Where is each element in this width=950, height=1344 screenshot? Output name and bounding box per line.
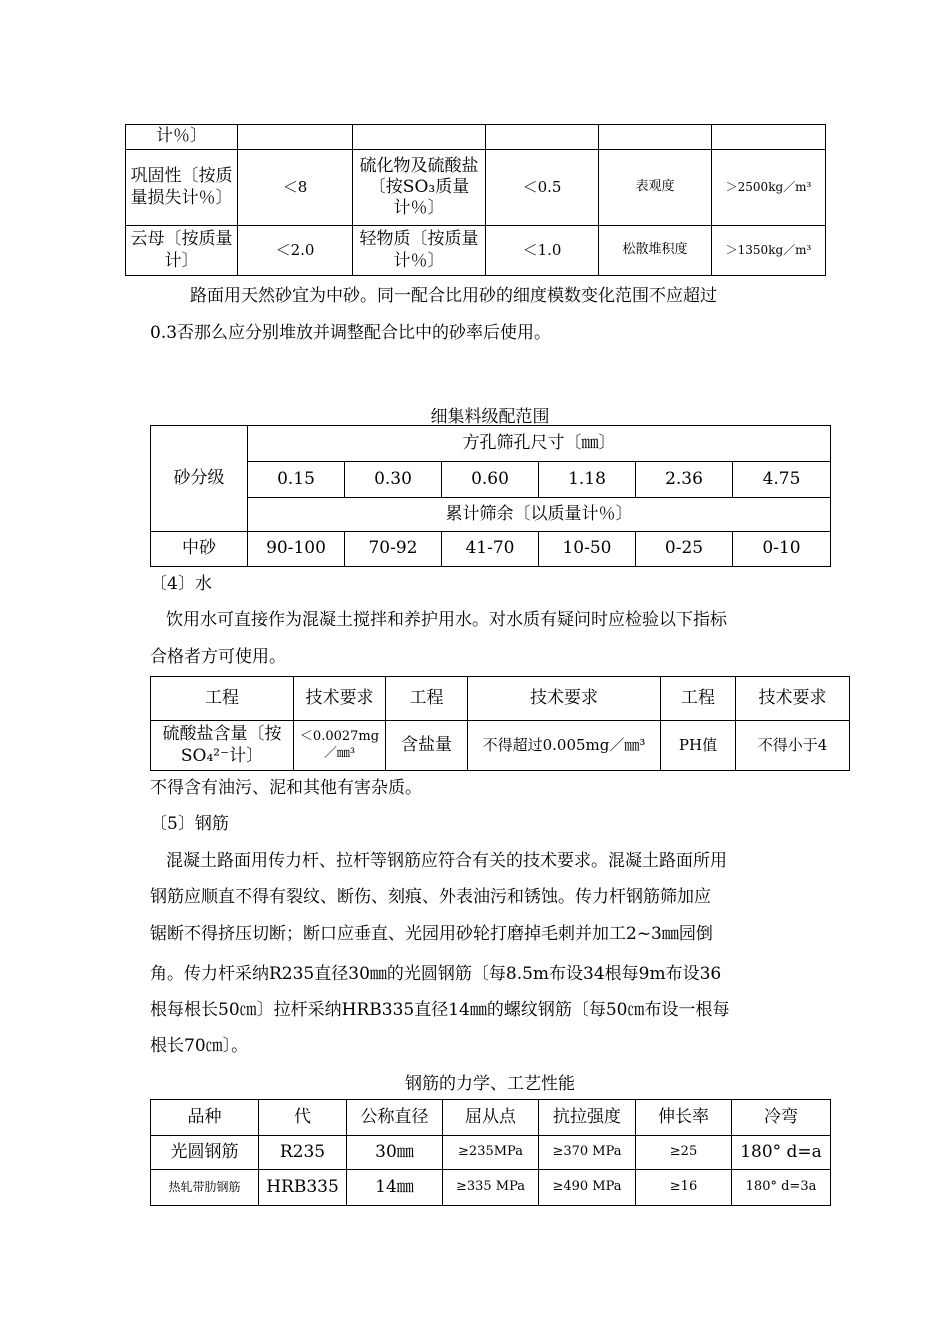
table-cell: ≥490 MPa bbox=[539, 1170, 636, 1206]
table-cell: 硫化物及硫酸盐〔按SO₃质量计％〕 bbox=[353, 150, 486, 226]
table-cell: 巩固性〔按质量损失计％〕 bbox=[126, 150, 238, 226]
table-row bbox=[151, 426, 831, 462]
header-cell: 品种 bbox=[151, 1100, 259, 1136]
table-cell: 松散堆积度 bbox=[599, 226, 712, 276]
table-cell bbox=[238, 125, 353, 150]
table-row bbox=[151, 1100, 831, 1136]
sieve-size-cell: 0.60 bbox=[442, 462, 539, 498]
header-cell: 技术要求 bbox=[468, 677, 661, 721]
sieve-size-cell: 0.30 bbox=[345, 462, 442, 498]
table-cell bbox=[353, 125, 486, 150]
paragraph-line: 0.3否那么应分别堆放并调整配合比中的砂率后使用。 bbox=[150, 323, 552, 343]
sieve-header-cell: 方孔筛孔尺寸〔㎜〕 bbox=[248, 426, 831, 462]
table-cell: 热轧带肋钢筋 bbox=[151, 1170, 259, 1206]
paragraph-line: 根长70㎝〕。 bbox=[150, 1036, 249, 1056]
paragraph-line: 路面用天然砂宜为中砂。同一配合比用砂的细度模数变化范围不应超过 bbox=[190, 286, 717, 306]
header-cell: 抗拉强度 bbox=[539, 1100, 636, 1136]
table-cell: 计％〕 bbox=[126, 125, 238, 150]
value-cell: 41-70 bbox=[442, 532, 539, 567]
table-cell: HRB335 bbox=[259, 1170, 347, 1206]
header-cell: 工程 bbox=[661, 677, 736, 721]
value-cell: 0-10 bbox=[733, 532, 831, 567]
table-cell: 14㎜ bbox=[347, 1170, 443, 1206]
table-cell: ≥25 bbox=[636, 1136, 732, 1170]
table-cell: ＜8 bbox=[238, 150, 353, 226]
table-cell: ＞1350kg／m³ bbox=[712, 226, 826, 276]
sieve-size-cell: 1.18 bbox=[539, 462, 636, 498]
header-cell: 冷弯 bbox=[732, 1100, 831, 1136]
paragraph-line: 合格者方可使用。 bbox=[150, 647, 286, 667]
table-row bbox=[151, 532, 831, 567]
paragraph-line: 饮用水可直接作为混凝土搅拌和养护用水。对水质有疑问时应检验以下指标 bbox=[166, 610, 727, 630]
section-heading: 〔5〕钢筋 bbox=[150, 814, 229, 834]
table-cell: ＜2.0 bbox=[238, 226, 353, 276]
table-cell: 云母〔按质量计〕 bbox=[126, 226, 238, 276]
table-caption: 细集料级配范围 bbox=[430, 407, 550, 427]
table-cell: 30㎜ bbox=[347, 1136, 443, 1170]
table-cell: ≥370 MPa bbox=[539, 1136, 636, 1170]
table-cell: ＜1.0 bbox=[486, 226, 599, 276]
value-cell: 70-92 bbox=[345, 532, 442, 567]
paragraph-line: 角。传力杆采纳R235直径30㎜的光圆钢筋〔每8.5m布设34根每9m布设36 bbox=[150, 964, 722, 984]
header-cell: 工程 bbox=[151, 677, 294, 721]
table-row bbox=[151, 498, 831, 532]
table-cell: R235 bbox=[259, 1136, 347, 1170]
header-cell: 屈从点 bbox=[443, 1100, 539, 1136]
cumulative-header-cell: 累计筛余〔以质量计％〕 bbox=[248, 498, 831, 532]
header-cell: 技术要求 bbox=[736, 677, 850, 721]
table-row bbox=[151, 721, 850, 771]
table-row bbox=[126, 125, 826, 150]
header-cell: 伸长率 bbox=[636, 1100, 732, 1136]
table-cell bbox=[712, 125, 826, 150]
table-cell: 不得超过0.005mg／㎜³ bbox=[468, 721, 661, 771]
paragraph-line: 根每根长50㎝〕拉杆采纳HRB335直径14㎜的螺纹钢筋〔每50㎝布设一根每 bbox=[150, 1000, 730, 1020]
value-cell: 0-25 bbox=[636, 532, 733, 567]
sand-properties-table bbox=[125, 124, 826, 276]
table-row bbox=[126, 226, 826, 276]
table-row bbox=[126, 150, 826, 226]
water-requirements-table bbox=[150, 676, 850, 771]
row-label-cell: 中砂 bbox=[151, 532, 248, 567]
table-cell: ＜0.0027mg／㎜³ bbox=[294, 721, 386, 771]
header-cell: 技术要求 bbox=[294, 677, 386, 721]
rebar-properties-table bbox=[150, 1099, 831, 1206]
table-row bbox=[151, 677, 850, 721]
table-row bbox=[151, 1136, 831, 1170]
table-cell: 硫酸盐含量〔按SO₄²⁻计〕 bbox=[151, 721, 294, 771]
header-cell: 代 bbox=[259, 1100, 347, 1136]
table-row bbox=[151, 1170, 831, 1206]
table-caption: 钢筋的力学、工艺性能 bbox=[405, 1074, 575, 1094]
paragraph-line: 不得含有油污、泥和其他有害杂质。 bbox=[150, 778, 422, 798]
value-cell: 10-50 bbox=[539, 532, 636, 567]
table-cell bbox=[486, 125, 599, 150]
sieve-size-cell: 4.75 bbox=[733, 462, 831, 498]
table-cell: 表观度 bbox=[599, 150, 712, 226]
table-row bbox=[151, 462, 831, 498]
header-cell: 工程 bbox=[386, 677, 468, 721]
table-cell: 180° d=3a bbox=[732, 1170, 831, 1206]
table-cell: ≥335 MPa bbox=[443, 1170, 539, 1206]
table-cell: ≥16 bbox=[636, 1170, 732, 1206]
table-cell: 含盐量 bbox=[386, 721, 468, 771]
table-cell: 180° d=a bbox=[732, 1136, 831, 1170]
paragraph-line: 混凝土路面用传力杆、拉杆等钢筋应符合有关的技术要求。混凝土路面所用 bbox=[166, 851, 727, 871]
header-cell: 公称直径 bbox=[347, 1100, 443, 1136]
table-cell: 不得小于4 bbox=[736, 721, 850, 771]
paragraph-line: 钢筋应顺直不得有裂纹、断伤、刻痕、外表油污和锈蚀。传力杆钢筋筛加应 bbox=[150, 887, 711, 907]
table-cell: ≥235MPa bbox=[443, 1136, 539, 1170]
row-header-cell: 砂分级 bbox=[151, 426, 248, 532]
table-cell: 光圆钢筋 bbox=[151, 1136, 259, 1170]
sieve-size-cell: 2.36 bbox=[636, 462, 733, 498]
table-cell: ＜0.5 bbox=[486, 150, 599, 226]
table-cell: 轻物质〔按质量计％〕 bbox=[353, 226, 486, 276]
table-cell: ＞2500kg／m³ bbox=[712, 150, 826, 226]
paragraph-line: 锯断不得挤压切断；断口应垂直、光园用砂轮打磨掉毛刺并加工2~3㎜园倒 bbox=[150, 924, 713, 944]
sieve-size-cell: 0.15 bbox=[248, 462, 345, 498]
table-cell: PH值 bbox=[661, 721, 736, 771]
table-cell bbox=[599, 125, 712, 150]
section-heading: 〔4〕水 bbox=[150, 574, 212, 594]
fine-aggregate-grading-table bbox=[150, 425, 831, 567]
value-cell: 90-100 bbox=[248, 532, 345, 567]
